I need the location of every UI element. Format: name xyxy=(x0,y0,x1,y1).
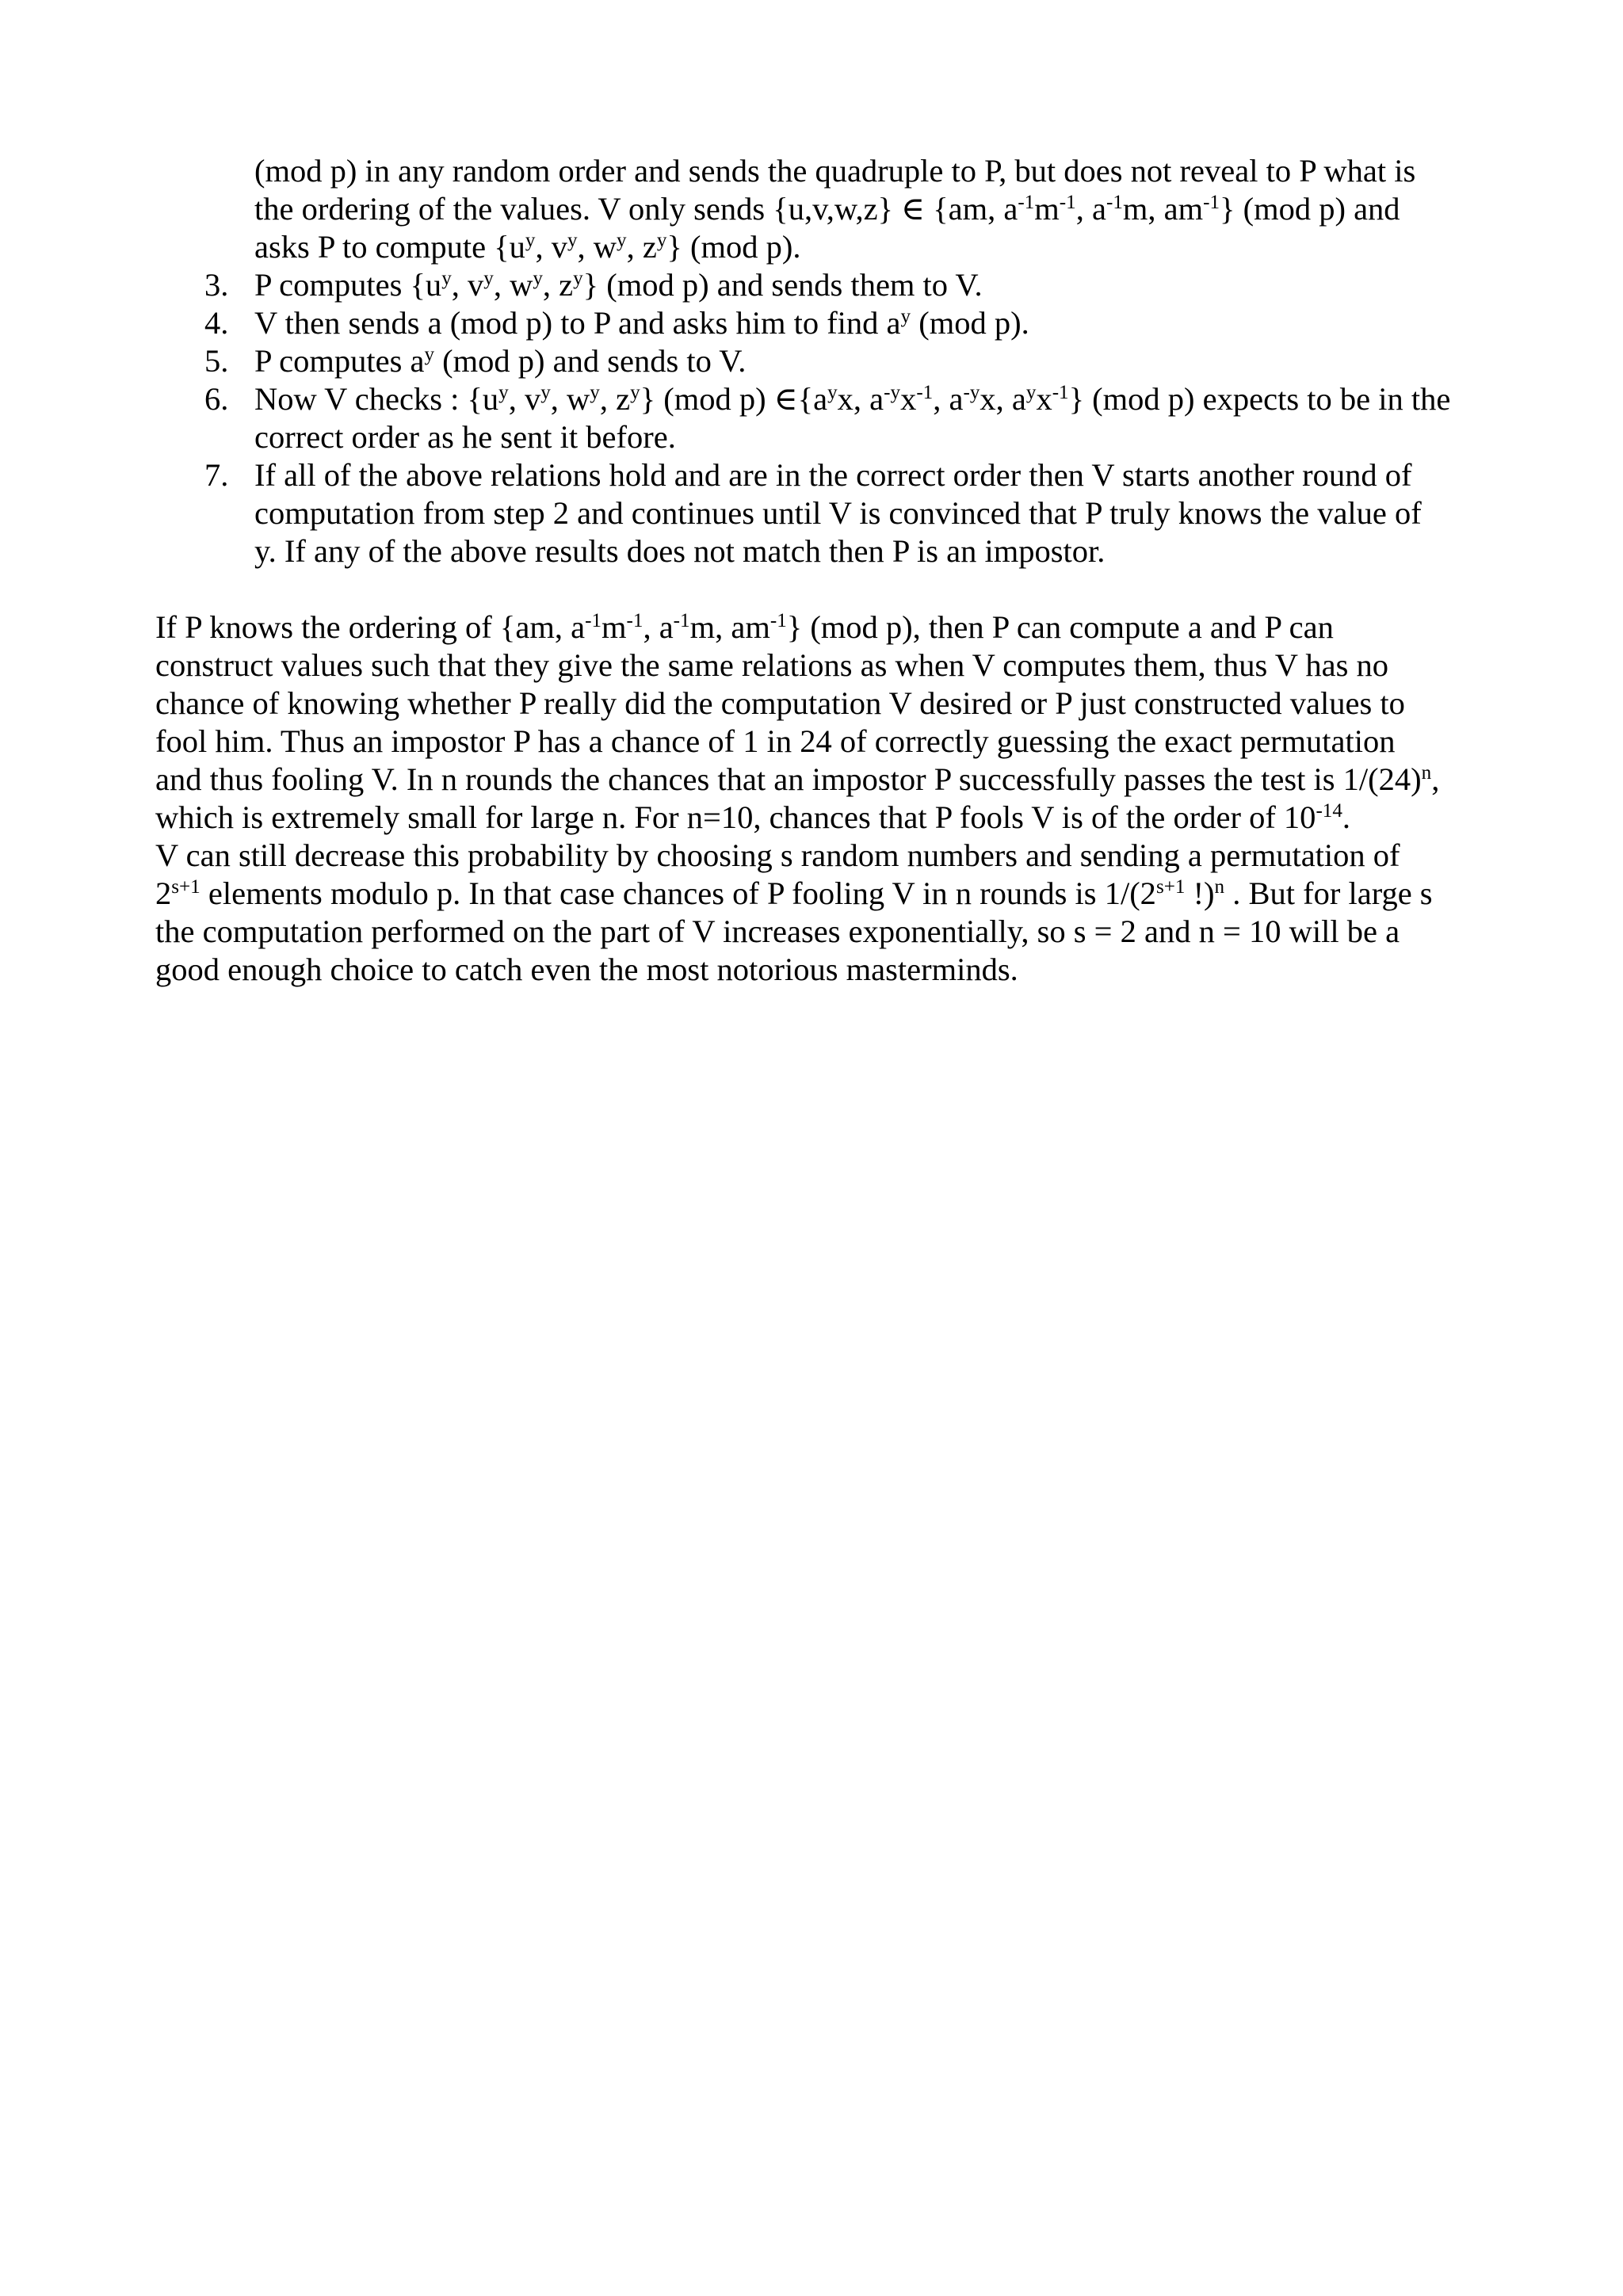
text-run: y. If any of the above results does not match then P is an impostor. xyxy=(254,533,1106,569)
superscript: y xyxy=(540,382,551,404)
text-run: x xyxy=(900,381,917,417)
list-item-step-6 xyxy=(155,380,1487,456)
text-run: V then sends a (mod p) to P and asks him to find a xyxy=(254,305,901,341)
text-line xyxy=(155,723,1487,761)
text-run: elements modulo p. In that case chances of P fooling V in n rounds is 1/(2 xyxy=(200,875,1156,911)
text-run: , a xyxy=(643,609,674,645)
superscript: y xyxy=(567,230,578,252)
text-run: (mod p). xyxy=(911,305,1029,341)
text-run: P computes {u xyxy=(254,267,442,303)
text-run: , v xyxy=(451,267,484,303)
list-item-text xyxy=(254,342,1487,380)
superscript: -1 xyxy=(1203,192,1220,214)
text-line xyxy=(155,837,1487,875)
text-line xyxy=(155,913,1487,951)
text-run: the ordering of the values. V only sends {u,v,w,z} ∈ {am, a xyxy=(254,191,1018,227)
text-run: If all of the above relations hold and are in the correct order then V starts another round of xyxy=(254,457,1412,493)
superscript: y xyxy=(656,230,667,252)
text-line xyxy=(254,532,1487,570)
superscript: -1 xyxy=(1106,192,1123,214)
text-run: , z xyxy=(626,229,657,265)
text-run: } (mod p), then P can compute a and P can xyxy=(786,609,1334,645)
text-run: 2 xyxy=(155,875,172,911)
superscript: n xyxy=(1421,762,1432,784)
text-run: x, a xyxy=(837,381,884,417)
text-run: } (mod p) ∈{a xyxy=(640,381,828,417)
text-run: , v xyxy=(508,381,541,417)
superscript: y xyxy=(827,382,838,404)
list-item-text xyxy=(254,456,1487,570)
superscript: -1 xyxy=(1059,192,1076,214)
text-line xyxy=(254,304,1487,342)
superscript: -y xyxy=(884,382,901,404)
text-run: chance of knowing whether P really did the computation V desired or P just constructed values to xyxy=(155,685,1405,721)
text-line xyxy=(155,685,1487,723)
text-run: If P knows the ordering of {am, a xyxy=(155,609,586,645)
superscript: y xyxy=(483,268,494,290)
superscript: -1 xyxy=(769,610,787,632)
superscript: -1 xyxy=(1018,192,1035,214)
text-run: , w xyxy=(577,229,617,265)
text-run: which is extremely small for large n. For n=10, chances that P fools V is of the order of 10 xyxy=(155,799,1316,835)
text-line xyxy=(254,418,1487,456)
superscript: -1 xyxy=(1052,382,1069,404)
text-run: , a xyxy=(1075,191,1106,227)
text-run: correct order as he sent it before. xyxy=(254,419,676,455)
list-item-number: 6. xyxy=(204,381,229,417)
text-run: , z xyxy=(599,381,631,417)
text-run: Now V checks : {u xyxy=(254,381,499,417)
list-item-number: 5. xyxy=(204,343,229,379)
superscript: y xyxy=(424,344,435,366)
text-line xyxy=(254,456,1487,494)
superscript: y xyxy=(900,306,911,328)
superscript: -1 xyxy=(585,610,601,632)
protocol-steps-list xyxy=(155,152,1487,570)
text-run: m xyxy=(1034,191,1060,227)
text-line xyxy=(155,608,1487,646)
text-run: good enough choice to catch even the most notorious masterminds. xyxy=(155,952,1018,987)
text-run: P computes a xyxy=(254,343,425,379)
superscript: y xyxy=(590,382,600,404)
list-item-step-4 xyxy=(155,304,1487,342)
superscript: y xyxy=(617,230,627,252)
text-line xyxy=(254,494,1487,532)
list-item-step-3 xyxy=(155,266,1487,304)
superscript: y xyxy=(630,382,640,404)
list-item-step-5 xyxy=(155,342,1487,380)
superscript: y xyxy=(441,268,452,290)
list-item-text xyxy=(254,152,1487,266)
text-run: , w xyxy=(493,267,533,303)
text-run: construct values such that they give the same relations as when V computes them, thus V has no xyxy=(155,647,1388,683)
text-run: x, a xyxy=(980,381,1026,417)
text-line xyxy=(155,951,1487,989)
text-line xyxy=(254,152,1487,190)
text-run: m, am xyxy=(1122,191,1204,227)
list-item-number: 3. xyxy=(204,267,229,303)
text-run: asks P to compute {u xyxy=(254,229,525,265)
list-item-number: 7. xyxy=(204,457,229,493)
text-run: (mod p) in any random order and sends the quadruple to P, but does not reveal to P what is xyxy=(254,153,1416,189)
list-item-step-7 xyxy=(155,456,1487,570)
text-line xyxy=(254,190,1487,228)
text-line xyxy=(155,761,1487,799)
list-item-text xyxy=(254,380,1487,456)
superscript: y xyxy=(533,268,543,290)
text-run: m xyxy=(601,609,627,645)
text-run: and thus fooling V. In n rounds the chances that an impostor P successfully passes the test is 1/(24) xyxy=(155,761,1422,797)
list-item-number: 4. xyxy=(204,305,229,341)
superscript: -1 xyxy=(626,610,643,632)
text-run: , a xyxy=(933,381,964,417)
text-run: m, am xyxy=(689,609,770,645)
superscript: y xyxy=(525,230,536,252)
superscript: -14 xyxy=(1316,800,1342,822)
text-run: !) xyxy=(1185,875,1215,911)
superscript: y xyxy=(573,268,583,290)
text-run: the computation performed on the part of V increases exponentially, so s = 2 and n = 10 will be a xyxy=(155,913,1400,949)
list-item-continuation xyxy=(155,152,1487,266)
text-run: } (mod p). xyxy=(666,229,801,265)
text-run: , w xyxy=(550,381,590,417)
text-run: (mod p) and sends to V. xyxy=(434,343,747,379)
text-run: fool him. Thus an impostor P has a chance of 1 in 24 of correctly guessing the exact permutation xyxy=(155,723,1396,759)
text-run: , z xyxy=(542,267,574,303)
text-run: . xyxy=(1342,799,1351,835)
text-line xyxy=(254,380,1487,418)
text-line xyxy=(254,342,1487,380)
superscript: y xyxy=(498,382,509,404)
superscript: s+1 xyxy=(171,876,200,898)
superscript: -1 xyxy=(673,610,690,632)
superscript: y xyxy=(1025,382,1037,404)
list-item-text xyxy=(254,304,1487,342)
list-item-text xyxy=(254,266,1487,304)
text-run: x xyxy=(1036,381,1052,417)
superscript: s+1 xyxy=(1155,876,1186,898)
text-run: . But for large s xyxy=(1224,875,1433,911)
text-run: } (mod p) expects to be in the xyxy=(1068,381,1451,417)
text-line xyxy=(254,266,1487,304)
superscript: -1 xyxy=(916,382,934,404)
text-line xyxy=(155,875,1487,913)
text-run: V can still decrease this probability by choosing s random numbers and sending a permutation of xyxy=(155,837,1400,873)
text-line xyxy=(254,228,1487,266)
text-run: } (mod p) and xyxy=(1220,191,1400,227)
text-run: computation from step 2 and continues until V is convinced that P truly knows the value of xyxy=(254,495,1422,531)
text-line xyxy=(155,799,1487,837)
superscript: n xyxy=(1214,876,1225,898)
text-run: , v xyxy=(535,229,567,265)
superscript: -y xyxy=(963,382,980,404)
text-run: , xyxy=(1431,761,1440,797)
text-run: } (mod p) and sends them to V. xyxy=(582,267,983,303)
body-paragraph xyxy=(155,608,1487,989)
text-line xyxy=(155,646,1487,685)
